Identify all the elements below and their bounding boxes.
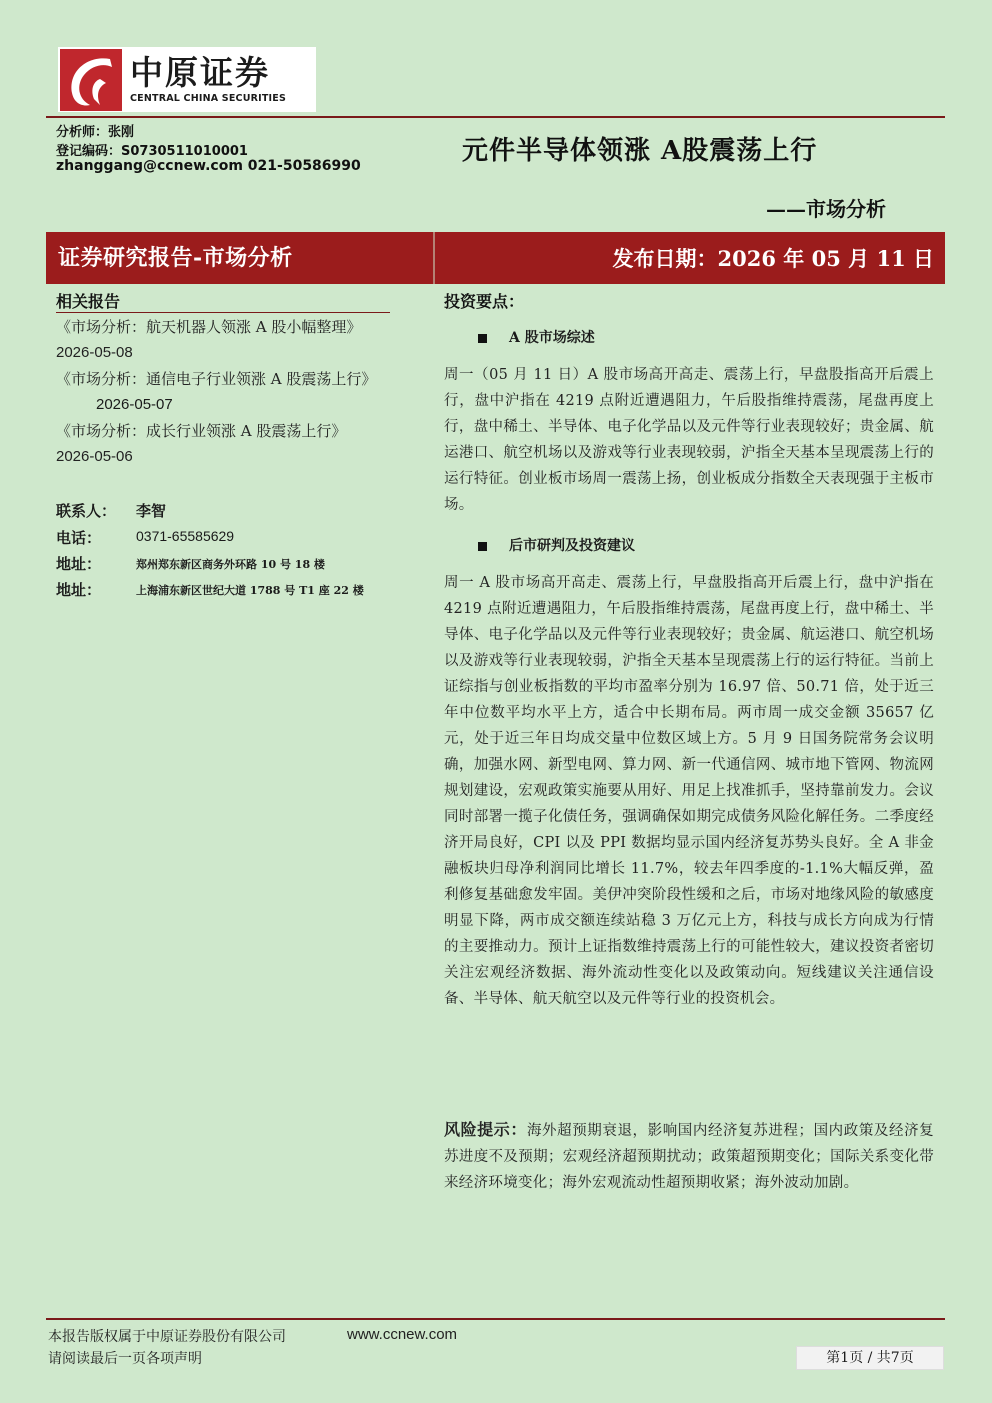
risk-label: 风险提示： <box>444 1120 527 1139</box>
contact-person: 李智 <box>136 502 167 520</box>
page-indicator: 第1页 / 共7页 <box>796 1346 944 1370</box>
investment-highlights-heading: 投资要点： <box>444 292 525 311</box>
related-report-item[interactable] <box>56 314 390 366</box>
related-reports-rule <box>56 312 390 313</box>
address2: 上海浦东新区世纪大道 1788 号 T1 座 22 楼 <box>136 584 364 597</box>
report-category: 证券研究报告-市场分析 <box>58 245 293 271</box>
contact-phone: 0371-65585629 <box>136 528 235 544</box>
footer-copyright: 本报告版权属于中原证券股份有限公司 <box>48 1329 286 1345</box>
related-report-title[interactable]: 《市场分析：成长行业领涨 A 股震荡上行》 <box>56 422 347 440</box>
section-heading-outlook <box>478 535 635 555</box>
publish-date: 发布日期：2026 年 05 月 11 日 <box>612 246 934 271</box>
section-heading-text: A 股市场综述 <box>509 330 595 346</box>
address1-label: 地址： <box>56 555 102 573</box>
logo-chinese-name: 中原证券 <box>130 53 270 92</box>
section-heading-market-review <box>478 327 595 347</box>
analyst-contact: zhanggang@ccnew.com 021-50586990 <box>56 158 361 174</box>
contact-phone-label: 电话： <box>56 529 102 547</box>
related-report-date: 2026-05-08 <box>56 344 133 361</box>
related-reports-heading: 相关报告 <box>56 292 121 311</box>
analyst-registration: 登记编码：S0730511010001 <box>56 144 248 159</box>
analyst-name: 分析师：张刚 <box>56 125 135 140</box>
section-heading-text: 后市研判及投资建议 <box>509 538 635 554</box>
footer-website-link[interactable]: www.ccnew.com <box>347 1326 458 1343</box>
report-subtitle: ——市场分析 <box>766 197 886 221</box>
banner-divider <box>433 232 435 284</box>
risk-paragraph <box>444 1117 934 1196</box>
footer-notice: 请阅读最后一页各项声明 <box>48 1351 202 1367</box>
market-review-text: 周一（05 月 11 日）A 股市场高开高走、震荡上行，早盘股指高开后震上行，盘中沪指在 4219 点附近遭遇阻力，午后股指维持震荡，尾盘再度上行，盘中稀土、半导体、电子化学品以及元件等行业表现较好；贵金属、航运港口、航空机场以及游戏等行业表现较弱，沪指全天基本呈现震荡上行的运行特征。创业板市场周一震荡上扬，创业板成分指数全天表现强于主板市场。 <box>444 367 934 513</box>
outlook-text: 周一 A 股市场高开高走、震荡上行，早盘股指高开后震上行，盘中沪指在 4219 点附近遭遇阻力，午后股指维持震荡，尾盘再度上行，盘中稀土、半导体、电子化学品以及元件等行业表现较好；贵金属、航运港口、航空机场以及游戏等行业表现较弱，沪指全天基本呈现震荡上行的运行特征。当前上证综指与创业板指数的平均市盈率分别为 16.97 倍、50.71 倍，处于近三年中位数平均水平上方，适合中长期布局。两市周一成交金额 35657 亿元，处于近三年日均成交量中位数区域上方。5 月 9 日国务院常务会议明确，加强水网、新型电网、算力网、新一代通信网、城市地下管网、物流网规划建设，宏观政策实施要从用好、用足上找准抓手，坚持靠前发力。会议同时部署一揽子化债任务，强调确保如期完成债务风险化解任务。二季度经济开局良好，CPI 以及 PPI 数据均显示国内经济复苏势头良好。全 A 非金融板块归母净利润同比增长 11.7%，较去年四季度的-1.1%大幅反弹，盈利修复基础愈发牢固。美伊冲突阶段性缓和之后，市场对地缘风险的敏感度明显下降，两市成交额连续站稳 3 万亿元上方，科技与成长方向成为行情的主要推动力。预计上证指数维持震荡上行的可能性较大，建议投资者密切关注宏观经济数据、海外流动性变化以及政策动向。短线建议关注通信设备、半导体、航天航空以及元件等行业的投资机会。 <box>444 575 934 1007</box>
related-report-title[interactable]: 《市场分析：通信电子行业领涨 A 股震荡上行》 <box>56 370 377 388</box>
related-report-item[interactable] <box>56 366 390 392</box>
report-title: 元件半导体领涨 A股震荡上行 <box>462 136 818 166</box>
market-review-paragraph <box>444 362 934 518</box>
related-report-title[interactable]: 《市场分析：航天机器人领涨 A 股小幅整理》 <box>56 318 362 336</box>
address2-label: 地址： <box>56 581 102 599</box>
address1: 郑州郑东新区商务外环路 10 号 18 楼 <box>136 558 325 571</box>
header-rule <box>46 116 945 118</box>
company-logo <box>58 47 316 112</box>
contact-person-label: 联系人： <box>56 502 117 520</box>
risk-text: 海外超预期衰退，影响国内经济复苏进程；国内政策及经济复苏进度不及预期；宏观经济超预期扰动；政策超预期变化；国际关系变化带来经济环境变化；海外宏观流动性超预期收紧；海外波动加剧。 <box>444 1123 934 1191</box>
logo-mark-icon <box>60 49 122 111</box>
related-report-date: 2026-05-07 <box>96 396 173 413</box>
outlook-paragraph <box>444 570 934 1012</box>
logo-english-name: CENTRAL CHINA SECURITIES <box>130 93 287 104</box>
square-bullet-icon <box>478 542 487 551</box>
square-bullet-icon <box>478 334 487 343</box>
related-report-date: 2026-05-06 <box>56 448 133 465</box>
related-report-item[interactable] <box>56 418 390 470</box>
footer-rule <box>46 1318 945 1320</box>
